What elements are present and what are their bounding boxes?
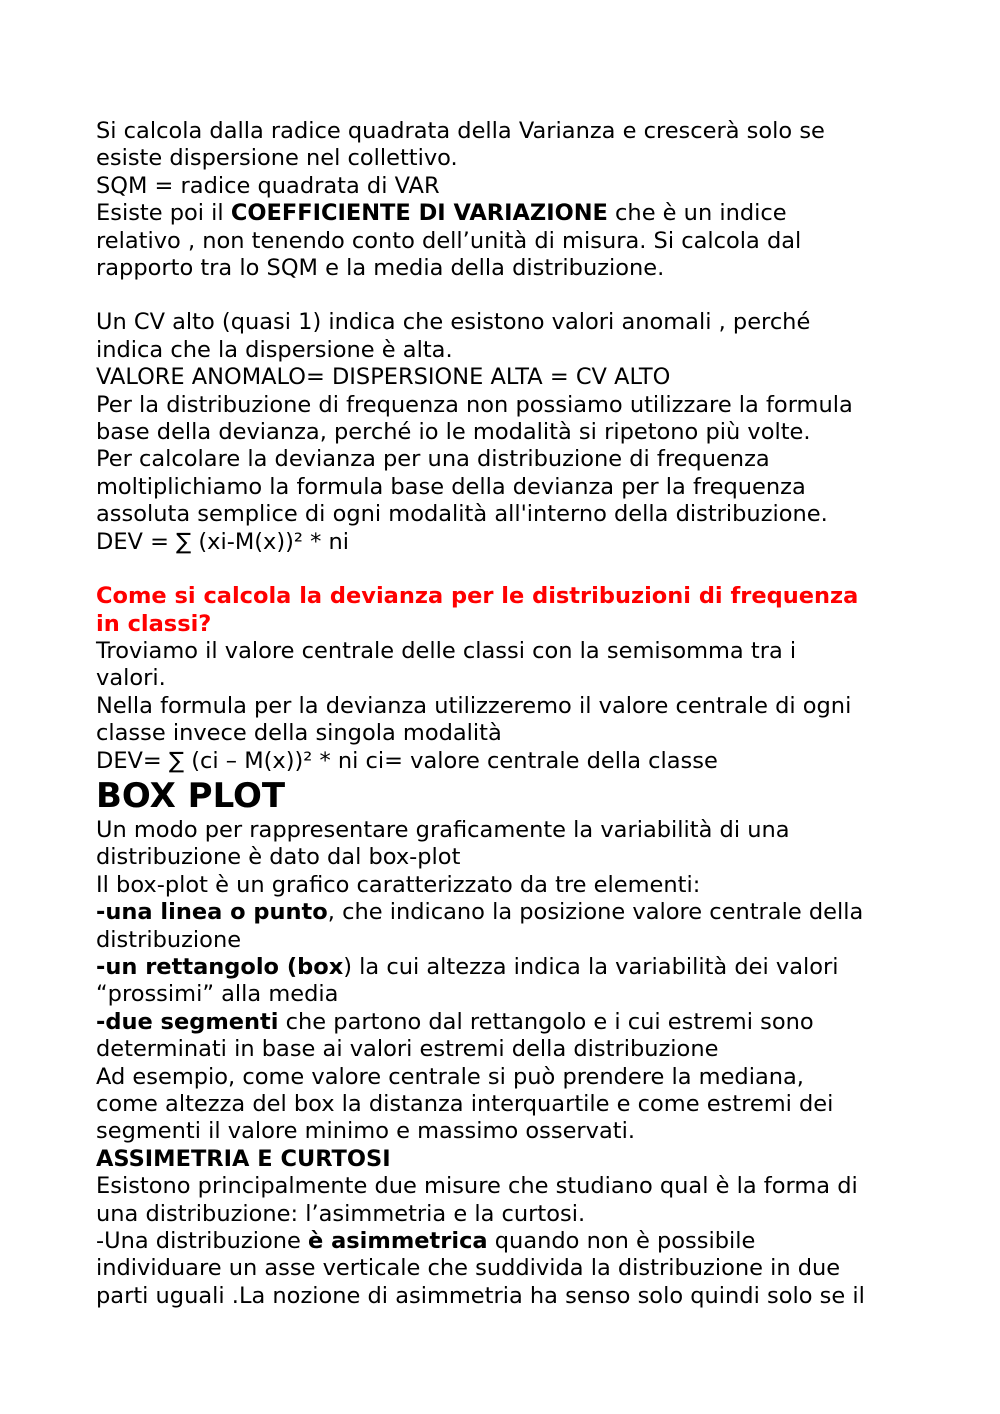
text-line: Esistono principalmente due misure che studiano qual è la forma di — [96, 1173, 858, 1200]
bold-term: -un rettangolo (box — [96, 953, 344, 980]
text-line: “prossimi” alla media — [96, 981, 339, 1008]
text-fragment: , che indicano la posizione valore centrale della — [327, 899, 864, 926]
text-fragment: che partono dal rettangolo e i cui estremi sono — [278, 1008, 814, 1035]
text-line: come altezza del box la distanza interquartile e come estremi dei — [96, 1091, 834, 1117]
text-line: rapporto tra lo SQM e la media della distribuzione. — [96, 255, 665, 282]
text-fragment: -Una distribuzione — [96, 1228, 308, 1255]
text-line: Per calcolare la devianza per una distribuzione di frequenza — [96, 446, 770, 473]
question-line: in classi? — [96, 610, 212, 637]
paragraph-box-plot — [96, 817, 908, 1146]
text-line: Il box-plot è un grafico caratterizzato da tre elementi: — [96, 871, 701, 898]
text-line: moltiplichiamo la formula base della devianza per la frequenza — [96, 473, 806, 500]
bold-term-cv: COEFFICIENTE DI VARIAZIONE — [230, 200, 608, 227]
list-item-rettangolo — [96, 954, 908, 981]
paragraph-asimmetria — [96, 1173, 908, 1310]
bold-term: è asimmetrica — [308, 1228, 488, 1255]
text-fragment: che è un indice — [607, 200, 787, 227]
text-line: Per la distribuzione di frequenza non possiamo utilizzare la formula — [96, 391, 853, 418]
text-line: individuare un asse verticale che suddivida la distribuzione in due — [96, 1255, 841, 1282]
text-line: Ad esempio, come valore centrale si può prendere la mediana, — [96, 1063, 804, 1090]
paragraph-gap — [96, 556, 908, 583]
paragraph-cv — [96, 309, 908, 556]
text-line: VALORE ANOMALO= DISPERSIONE ALTA = CV ALTO — [96, 364, 671, 391]
text-line: esiste dispersione nel collettivo. — [96, 145, 458, 172]
text-line: Un modo per rappresentare graficamente la variabilità di una — [96, 816, 790, 843]
text-line: distribuzione — [96, 926, 242, 953]
document-page — [96, 118, 908, 1310]
text-line: assoluta semplice di ogni modalità all'interno della distribuzione. — [96, 501, 828, 528]
text-line: Si calcola dalla radice quadrata della Varianza e crescerà solo se — [96, 118, 825, 144]
text-fragment: Esiste poi il — [96, 200, 231, 227]
text-line: determinati in base ai valori estremi della distribuzione — [96, 1036, 719, 1063]
text-line: distribuzione è dato dal box-plot — [96, 844, 461, 871]
heading-box-plot: BOX PLOT — [96, 775, 286, 816]
text-line: base della devianza, perché io le modalità si ripetono più volte. — [96, 419, 811, 446]
formula-sqm: SQM = radice quadrata di VAR — [96, 172, 440, 199]
text-line: relativo , non tenendo conto dell’unità di misura. Si calcola dal — [96, 227, 802, 254]
bold-term: -due segmenti — [96, 1008, 279, 1035]
list-item-linea — [96, 899, 908, 926]
paragraph-sqm — [96, 118, 908, 282]
formula-dev: DEV = ∑ (xi-M(x))² * ni — [96, 528, 350, 555]
text-line: valori. — [96, 665, 166, 692]
heading-asimmetria: ASSIMETRIA E CURTOSI — [96, 1145, 391, 1172]
formula-dev-classi: DEV= ∑ (ci – M(x))² * ni ci= valore centrale della classe — [96, 747, 718, 774]
paragraph-gap — [96, 282, 908, 309]
bold-term: -una linea o punto — [96, 899, 328, 926]
list-item-segmenti — [96, 1009, 908, 1036]
text-line: Troviamo il valore centrale delle classi con la semisomma tra i — [96, 637, 797, 664]
text-line: indica che la dispersione è alta. — [96, 336, 453, 363]
text-line-cv — [96, 200, 908, 227]
paragraph-classi — [96, 638, 908, 775]
text-line: una distribuzione: l’asimmetria e la curtosi. — [96, 1200, 586, 1227]
text-line: Nella formula per la devianza utilizzeremo il valore centrale di ogni — [96, 692, 852, 719]
question-heading — [96, 583, 908, 638]
text-line: classe invece della singola modalità — [96, 720, 502, 747]
text-fragment: ) la cui altezza indica la variabilità dei valori — [343, 953, 839, 980]
text-line: Un CV alto (quasi 1) indica che esistono valori anomali , perché — [96, 309, 811, 336]
text-line-asimmetrica — [96, 1228, 908, 1255]
question-line: Come si calcola la devianza per le distribuzioni di frequenza — [96, 583, 859, 610]
text-line: segmenti il valore minimo e massimo osservati. — [96, 1118, 636, 1145]
text-line: parti uguali .La nozione di asimmetria ha senso solo quindi solo se il — [96, 1282, 865, 1309]
text-fragment: quando non è possibile — [487, 1228, 756, 1255]
